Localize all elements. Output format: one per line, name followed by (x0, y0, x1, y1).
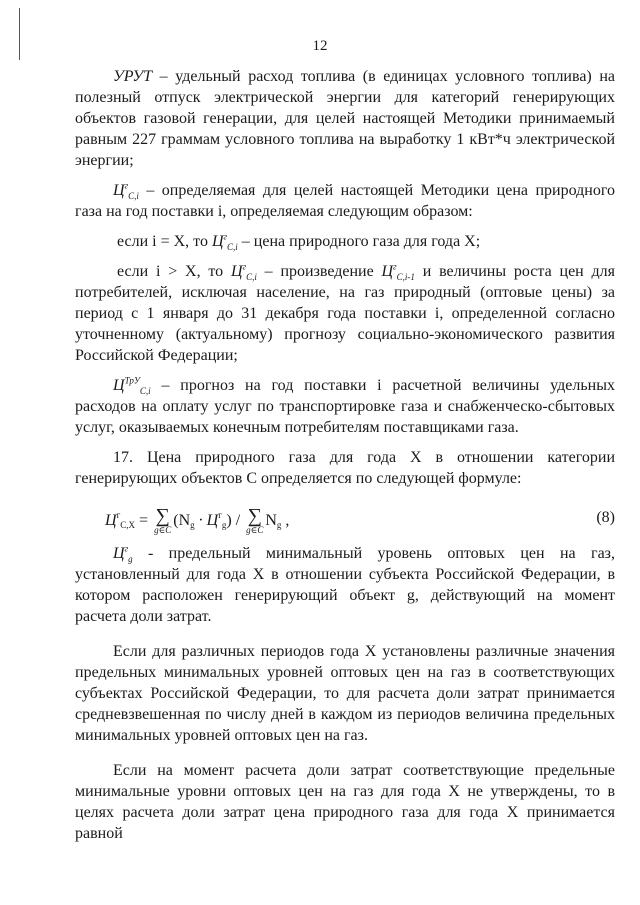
symbol-c-ci: $Ц^г_{C,i}$ (231, 261, 257, 283)
symbol-c-ci: $Ц^г_{C,i}$ (211, 231, 238, 253)
sum-symbol: ∑ g∈C (154, 505, 172, 536)
paragraph-case-greater: если i > X, то $Ц^г_{C,i}$ – произведение $Ц^г_{C,i-1}$ и величины роста цен для потребителей, исключая население, на газ природный (оптовые цены) за период с 1 января до 31 декабря года поставки i, определенной согласно уточненному (актуальному) прогнозу социально-экономического развития Российской Федерации; (75, 261, 616, 364)
symbol-c-tru: $Ц^{ТрУ}_{C,i}$ (113, 375, 151, 397)
symbol-urut: УРУТ (113, 68, 153, 85)
paragraph-gas-price-definition: $Ц^г_{C,i}$ – определяемая для целей настоящей Методики цена природного газа на год поставки i, определяемая следующим образом: (75, 180, 615, 220)
formula-number: (8) (596, 509, 615, 526)
page-number: 12 (312, 38, 328, 54)
paragraph-weighted-average: Если для различных периодов года X установлены различные значения предельных минимальных уровней оптовых цен на газ в соответствующих субъектах Российской Федерации, то для расчета доли затрат принимается средневзвешенная по числу дней в каждом из периодов величина предельных минимальных уровней оптовых цен на газ. (75, 643, 615, 744)
document-body (75, 66, 615, 844)
paragraph-case-equal: если i = X, то $Ц^г_{C,i}$ – цена природного газа для года X; (117, 231, 481, 253)
paragraph-item-17: 17. Цена природного газа для года X в отношении категории генерирующих объектов C определяется по следующей формуле: (75, 449, 615, 487)
paragraph-not-approved: Если на момент расчета доли затрат соответствующие предельные минимальные уровни оптовых цен на газ для года X не утверждены, то в целях расчета доли затрат цена природного газа для года X принимается равной (75, 762, 615, 842)
formula-8 (75, 495, 615, 539)
paragraph-c-g-definition: $Ц^г_g$ - предельный минимальный уровень оптовых цен на газ, установленный для года X в отношении субъекта Российской Федерации, в котором расположен генерирующий объект g, действующий на момент расчета доли затрат. (75, 543, 615, 625)
sum-symbol: ∑ g∈C (246, 505, 264, 536)
symbol-c-ci-minus-1: $Ц^г_{C,i-1}$ (381, 261, 415, 283)
paragraph-transport-costs: $Ц^{ТрУ}_{C,i}$ – прогноз на год поставки i расчетной величины удельных расходов на оплату услуг по транспортировке газа и снабженческо-сбытовых услуг, оказываемых конечным потребителям поставщиками газа. (75, 375, 615, 436)
formula-expression: $Ц^г_{C,X}$ = ∑ g∈C $(N_g \cdot Ц^г_g)$ / ∑ g∈C $N_g$ , (105, 505, 290, 536)
symbol-c-g: $Ц^г_g$ (113, 543, 133, 565)
paragraph-urut: УРУТ – удельный расход топлива (в единицах условного топлива) на полезный отпуск электрической энергии для категорий генерирующих объектов газовой генерации, для целей настоящей Методики принимаемый равным 227 граммам условного топлива на выработку 1 кВт*ч электрической энергии; (75, 68, 615, 169)
symbol-c-ci: $Ц^г_{C,i}$ (113, 180, 139, 202)
